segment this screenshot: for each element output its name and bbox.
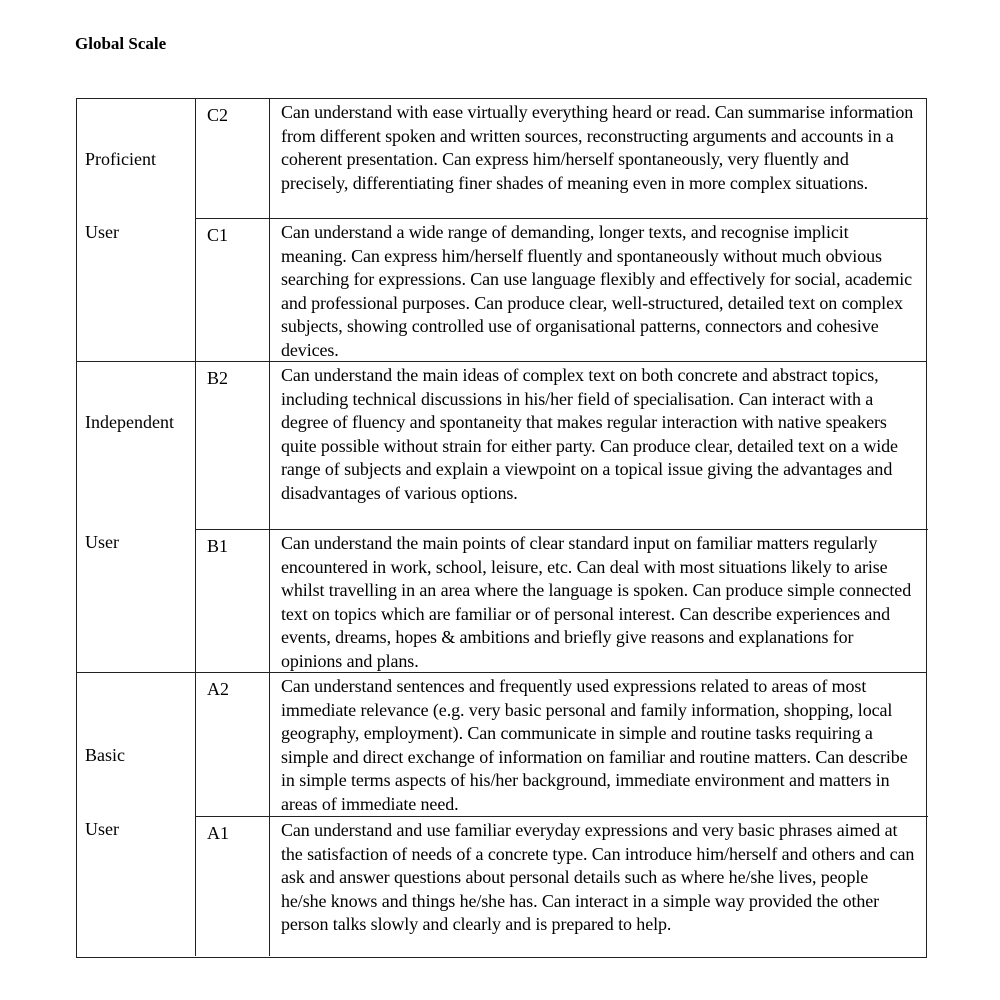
- level-description: Can understand the main points of clear standard input on familiar matters regularly encountered in work, school, leisure, etc. Can deal with most situations likely to arise whilst travelling in an area where the language is spoken. Can produce simple connected text on topics which are familiar or of personal interest. Can describe experiences and events, dreams, hopes & ambitions and briefly give reasons and explanations for opinions and plans.: [281, 533, 912, 671]
- global-scale-table: [76, 98, 927, 958]
- group-label-top: Proficient: [85, 149, 156, 169]
- level-description: Can understand sentences and frequently used expressions related to areas of most immediate relevance (e.g. very basic personal and family information, shopping, local geography, employment). Can communicate in simple and routine tasks requiring a simple and direct exchange of information on familiar and routine matters. Can describe in simple terms aspects of his/her background, immediate environment and matters in areas of immediate need.: [281, 676, 908, 814]
- group-label-bottom: User: [85, 532, 119, 552]
- group-label-top: Basic: [85, 745, 125, 765]
- level-row-a2: [195, 673, 928, 816]
- level-description: Can understand with ease virtually everything heard or read. Can summarise information from different spoken and written sources, reconstructing arguments and accounts in a coherent presentation. Can express him/herself spontaneously, very fluently and precisely, differentiating finer shades of meaning even in more complex situations.: [281, 102, 914, 193]
- level-description: Can understand the main ideas of complex text on both concrete and abstract topics, including technical discussions in his/her field of specialisation. Can interact with a degree of fluency and spontaneity that makes regular interaction with native speakers quite possible without strain for either party. Can produce clear, detailed text on a wide range of subjects and explain a viewpoint on a topical issue giving the advantages and disadvantages of various options.: [281, 365, 898, 503]
- level-row-c2: [195, 99, 928, 218]
- group-label-bottom: User: [85, 222, 119, 242]
- level-row-b2: [195, 362, 928, 529]
- level-code: A1: [207, 823, 229, 843]
- group-proficient: [77, 99, 926, 361]
- level-row-b1: [195, 529, 928, 673]
- level-code: C1: [207, 225, 229, 245]
- level-description: Can understand and use familiar everyday expressions and very basic phrases aimed at the satisfaction of needs of a concrete type. Can introduce him/herself and others and can ask and answer questions about personal details such as where he/she lives, people he/she knows and things he/she has. Can interact in a simple way provided the other person talks slowly and clearly and is prepared to help.: [281, 820, 915, 934]
- group-label-bottom: User: [85, 819, 119, 839]
- level-row-a1: [195, 816, 928, 957]
- page-title: Global Scale: [75, 34, 167, 53]
- group-independent: [77, 361, 926, 672]
- level-code: B2: [207, 368, 229, 388]
- level-description: Can understand a wide range of demanding, longer texts, and recognise implicit meaning. Can express him/herself fluently and spontaneously without much obvious searching for expressions. Can use language flexibly and effectively for social, academic and professional purposes. Can produce clear, well-structured, detailed text on complex subjects, showing controlled use of organisational patterns, connectors and cohesive devices.: [281, 222, 913, 360]
- level-code: B1: [207, 536, 229, 556]
- level-code: C2: [207, 105, 229, 125]
- group-label-top: Independent: [85, 412, 174, 432]
- group-basic: [77, 672, 926, 956]
- level-row-c1: [195, 218, 928, 361]
- level-code: A2: [207, 679, 229, 699]
